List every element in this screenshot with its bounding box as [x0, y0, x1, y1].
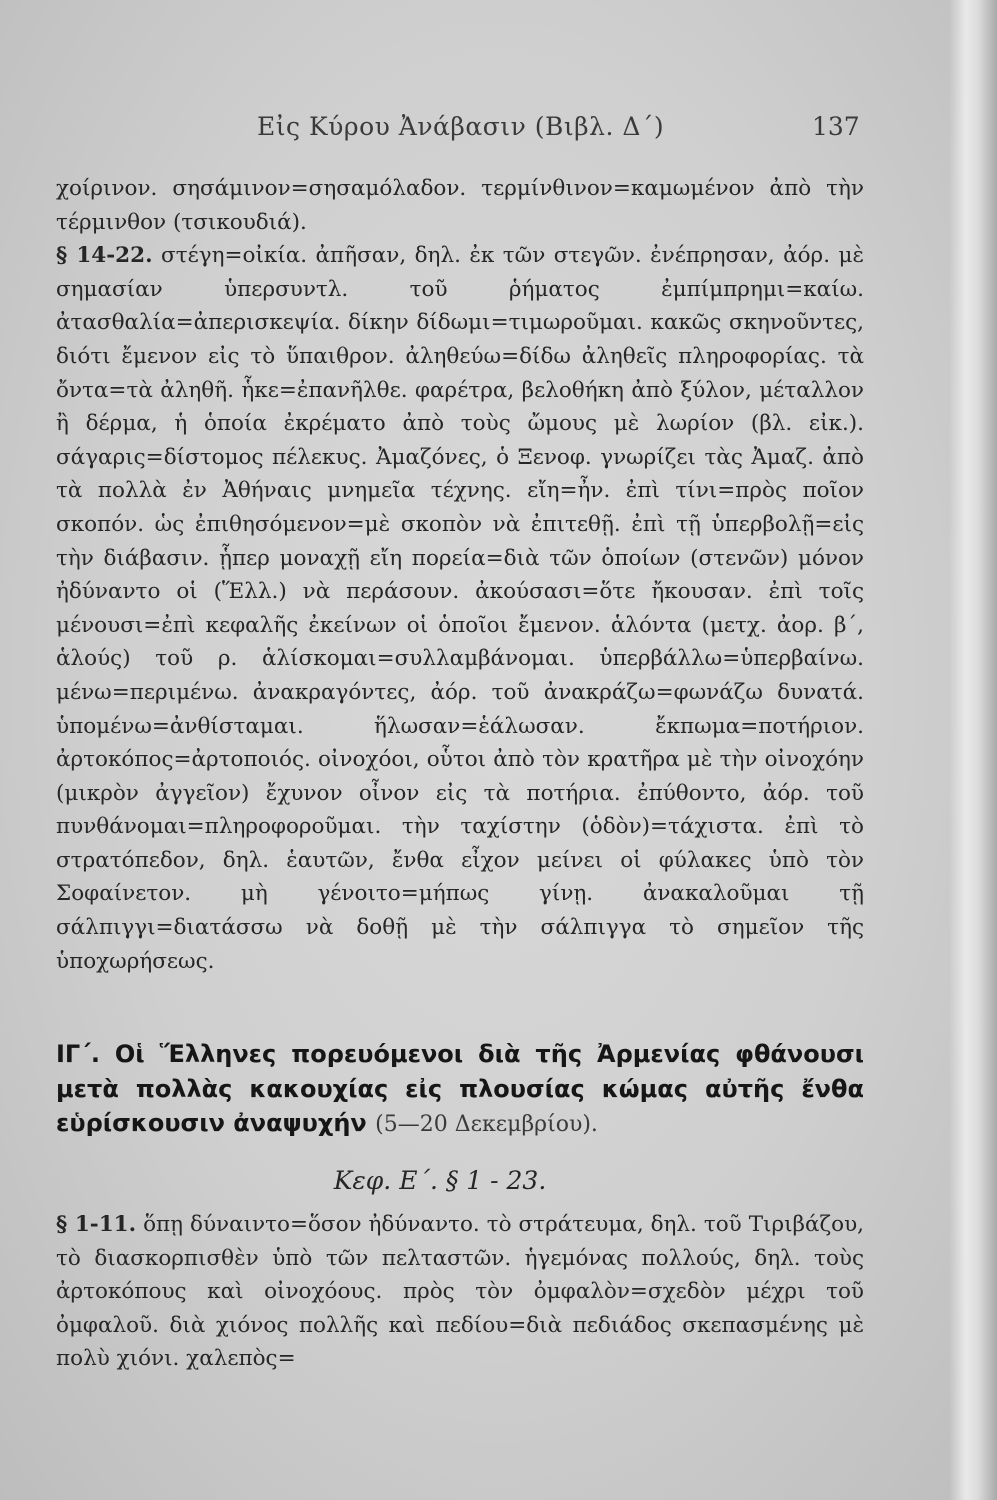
- chapter-heading: [56, 1037, 864, 1143]
- chapter-heading-text: ΙΓ΄. Οἱ Ἕλληνες πορευόμενοι διὰ τῆς Ἀρμενίας φθάνουσι μετὰ πολλὰς κακουχίας εἰς πλουσίας κώμας αὐτῆς ἔνθα εὑρίσκουσιν ἀναψυχήν: [56, 1040, 864, 1137]
- commentary-paragraph: χοίρινον. σησάμινον=σησαμόλαδον. τερμίνθινον=καμωμένον ἀπὸ τὴν τέρμινθον (τσικουδιά).: [56, 176, 864, 235]
- page-number: 137: [812, 112, 860, 141]
- section-label: § 1-11.: [56, 1212, 137, 1237]
- section-text: ὅπῃ δύναιντο=ὅσον ἠδύναντο. τὸ στράτευμα, δηλ. τοῦ Τιριβάζου, τὸ διασκορπισθὲν ὑπὸ τῶν πελταστῶν. ἡγεμόνας πολλούς, δηλ. τοὺς ἀρτοκόπους καὶ οἰνοχόους. πρὸς τὸν ὀμφαλὸν=σχεδὸν μέχρι τοῦ ὀμφαλοῦ. διὰ χιόνος πολλῆς καὶ πεδίου=διὰ πεδιάδος σκεπασμένης μὲ πολὺ χιόνι. χαλεπὸς=: [56, 1212, 864, 1372]
- running-head: Εἰς Κύρου Ἀνάβασιν (Βιβλ. Δ΄): [257, 112, 665, 141]
- commentary-top: [56, 172, 864, 978]
- section-text: στέγη=οἰκία. ἀπῆσαν, δηλ. ἐκ τῶν στεγῶν. ἐνέπρησαν, ἀόρ. μὲ σημασίαν ὑπερσυντλ. τοῦ ῥήματος ἐμπίμπρημι=καίω. ἀτασθαλία=ἀπερισκεψία. δίκην δίδωμι=τιμωροῦμαι. κακῶς σκηνοῦντες, διότι ἔμενον εἰς τὸ ὕπαιθρον. ἀληθεύω=δίδω ἀληθεῖς πληροφορίας. τὰ ὄντα=τὰ ἀληθῆ. ἧκε=ἐπανῆλθε. φαρέτρα, βελοθήκη ἀπὸ ξύλον, μέταλλον ἢ δέρμα, ἡ ὁποία ἐκρέματο ἀπὸ τοὺς ὤμους μὲ λωρίον (βλ. εἰκ.). σάγαρις=δίστομος πέλεκυς. Ἀμαζόνες, ὁ Ξενοφ. γνωρίζει τὰς Ἀμαζ. ἀπὸ τὰ πολλὰ ἐν Ἀθήναις μνημεῖα τέχνης. εἴη=ἦν. ἐπὶ τίνι=πρὸς ποῖον σκοπόν. ὡς ἐπιθησόμενον=μὲ σκοπὸν νὰ ἐπιτεθῇ. ἐπὶ τῇ ὑπερβολῇ=εἰς τὴν διάβασιν. ᾗπερ μοναχῇ εἴη πορεία=διὰ τῶν ὁποίων (στενῶν) μόνον ἠδύναντο οἱ (Ἕλλ.) νὰ περάσουν. ἀκούσασι=ὅτε ἤκουσαν. ἐπὶ τοῖς μένουσι=ἐπὶ κεφαλῆς ἐκείνων οἱ ὁποῖοι ἔμενον. ἁλόντα (μετχ. ἀορ. β΄, ἁλούς) τοῦ ρ. ἁλίσκομαι=συλλαμβάνομαι. ὑπερβάλλω=ὑπερβαίνω. μένω=περιμένω. ἀνακραγόντες, ἀόρ. τοῦ ἀνακράζω=φωνάζω δυνατά. ὑπομένω=ἀνθίσταμαι. ἥλωσαν=ἑάλωσαν. ἔκπωμα=ποτήριον. ἀρτοκόπος=ἀρτοποιός. οἰνοχόοι, οὗτοι ἀπὸ τὸν κρατῆρα μὲ τὴν οἰνοχόην (μικρὸν ἀγγεῖον) ἔχυνον οἶνον εἰς τὰ ποτήρια. ἐπύθοντο, ἀόρ. τοῦ πυνθάνομαι=πληροφοροῦμαι. τὴν ταχίστην (ὁδὸν)=τάχιστα. ἐπὶ τὸ στρατόπεδον, δηλ. ἑαυτῶν, ἔνθα εἶχον μείνει οἱ φύλακες ὑπὸ τὸν Σοφαίνετον. μὴ γένοιτο=μήπως γίνῃ. ἀνακαλοῦμαι τῇ σάλπιγγι=διατάσσω νὰ δοθῇ μὲ τὴν σάλπιγγα τὸ σημεῖον τῆς ὑποχωρήσεως.: [56, 243, 864, 974]
- page-header: [0, 112, 997, 152]
- chapter-dates: (5—20 Δεκεμβρίου).: [375, 1112, 598, 1137]
- section-paragraph: [56, 239, 864, 978]
- chapter-subhead: Κεφ. Ε΄. § 1 - 23.: [333, 1166, 547, 1195]
- page-binding-edge: [949, 0, 997, 1500]
- commentary-bottom: [56, 1208, 864, 1376]
- section-paragraph: [56, 1208, 864, 1376]
- section-label: § 14-22.: [56, 243, 153, 269]
